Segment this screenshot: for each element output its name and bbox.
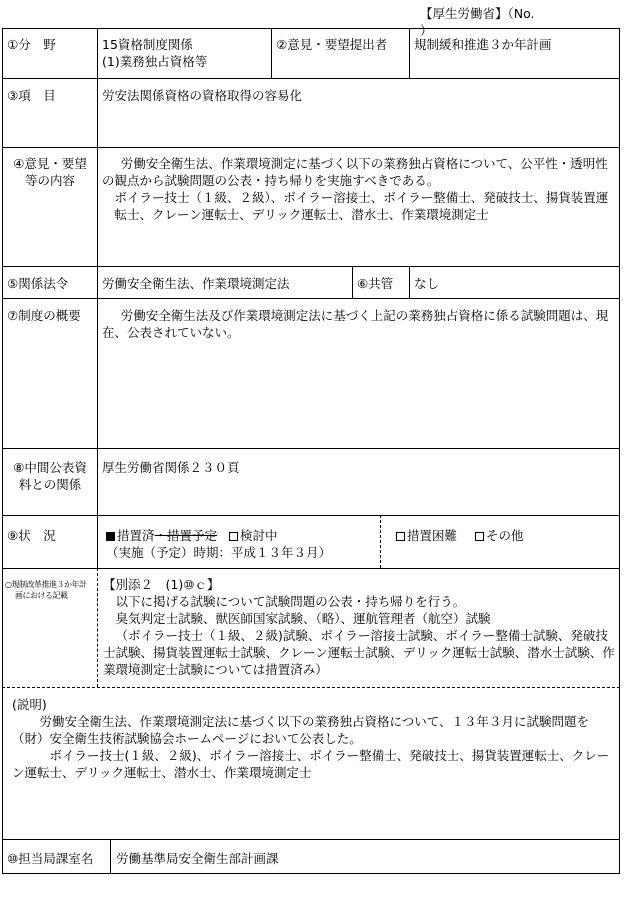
department-label: ⑩担当局課室名	[7, 851, 94, 866]
explanation-paragraph-1: 労働安全衛生法、作業環境測定法に基づく以下の業務独占資格について、１３年３月に試験問題を（財）安全衛生技術試験協会ホームページにおいて公表した。	[12, 714, 590, 746]
interim-label	[3, 456, 97, 496]
ministry-label: 【厚生労働省】（No.	[420, 6, 535, 21]
status-options-right	[394, 524, 619, 547]
request-content	[98, 152, 619, 226]
plan-label	[3, 576, 98, 604]
field-line-2: (1)業務独占資格等	[102, 54, 208, 69]
plan-line-2: 臭気判定士試験、獣医師国家試験、（略）、運航管理者（航空）試験	[115, 611, 491, 626]
plan-label-line-1: ○規制改革推進３か年計	[5, 580, 87, 589]
request-label	[3, 152, 97, 192]
system-value: 労働安全衛生法及び作業環境測定法に基づく上記の業務独占資格に係る試験問題は、現在、公表されていない。	[102, 308, 609, 340]
explanation-paragraph-2: ボイラー技士(１級、２級)、ボイラー溶接士、ボイラー整備士、発破技士、揚貨装置運転士、クレーン運転士、デリック運転士、潜水士、作業環境測定士	[12, 748, 610, 780]
plan-line-3: （ボイラー技士（１級、２級)試験、ボイラー溶接士試験、ボイラー整備士試験、発破技士試験、揚貨装置運転士試験、クレーン運転士試験、デリック運転士試験、潜水士試験、作業環境測定士試験については措置済み）	[103, 628, 615, 677]
system-label: ⑦制度の概要	[7, 308, 81, 323]
request-paragraph-1: 労働安全衛生法、作業環境測定に基づく以下の業務独占資格について、公平性・透明性の観点から試験問題の公表・持ち帰りを実施すべきである。	[102, 156, 608, 188]
joint-value: なし	[414, 276, 440, 291]
request-label-line-2: 等の内容	[24, 173, 75, 188]
option-planned-label: ・措置予定	[154, 528, 218, 543]
interim-value: 厚生労働省関係２３０頁	[102, 460, 240, 475]
laws-value: 労働安全衛生法、作業環境測定法	[102, 276, 290, 291]
option-difficult-label: 措置困難	[407, 528, 458, 543]
item-label: ③項 目	[7, 88, 56, 103]
request-label-line-1: ④意見・要望	[13, 156, 87, 171]
explanation-heading: (説明)	[12, 697, 47, 712]
interim-label-line-2: 料との関係	[18, 477, 82, 492]
field-value	[98, 33, 271, 73]
plan-label-line-2: 画における記載	[15, 591, 68, 600]
requester-label: ②意見・要望提出者	[276, 37, 388, 52]
request-paragraph-2: ボイラー技士（１級、２級）、ボイラー溶接士、ボイラー整備士、発破技士、揚貨装置運転士、クレーン運転士、デリック運転士、潜水士、作業環境測定士	[114, 190, 609, 222]
option-review-label: 検討中	[240, 528, 278, 543]
status-label: ⑨状 況	[7, 528, 56, 543]
department-value: 労働基準局安全衛生部計画課	[116, 851, 279, 866]
checkbox-other[interactable]	[475, 532, 484, 541]
checkbox-done[interactable]	[106, 532, 115, 541]
field-line-1: 15資格制度関係	[102, 37, 193, 52]
joint-label: ⑥共管	[357, 276, 394, 291]
checkbox-review[interactable]	[229, 532, 238, 541]
plan-line-1: 以下に掲げる試験について試験問題の公表・持ち帰りを行う。	[115, 594, 466, 609]
item-value: 労安法関係資格の資格取得の容易化	[102, 88, 303, 103]
interim-label-line-1: ⑧中間公表資	[13, 460, 87, 475]
option-done-label: 措置済	[117, 528, 155, 543]
field-label: ①分 野	[7, 37, 56, 52]
laws-label: ⑤関係法令	[7, 276, 69, 291]
explanation	[4, 693, 618, 784]
number-close: ）	[420, 23, 433, 38]
requester-value: 規制緩和推進３か年計画	[414, 37, 552, 52]
plan-content	[100, 573, 619, 681]
option-other-label: その他	[486, 528, 524, 543]
status-options	[104, 524, 380, 564]
implementation-date: （実施（予定）時期：平成１３年３月）	[106, 545, 332, 560]
checkbox-difficult[interactable]	[396, 532, 405, 541]
plan-reference: 【別添２ (1)⑩ｃ】	[103, 577, 220, 592]
